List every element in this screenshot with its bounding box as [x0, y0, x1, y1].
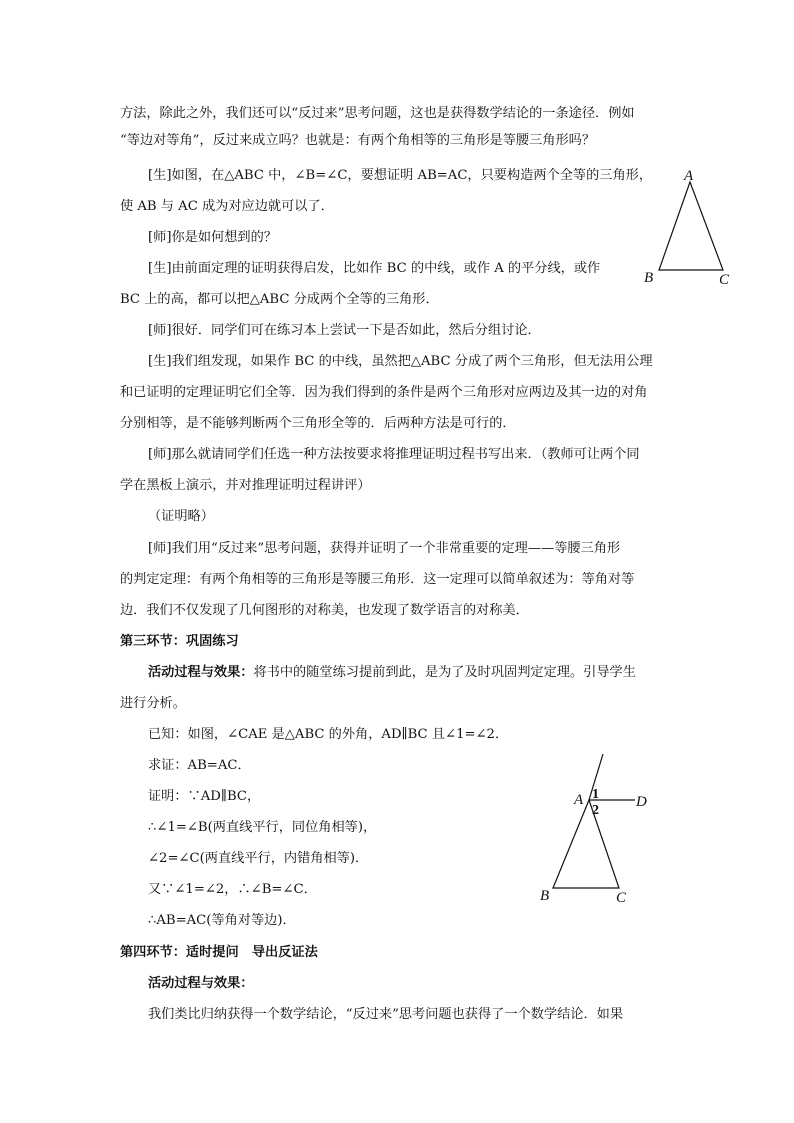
- vertex-label-a: A: [684, 168, 694, 184]
- vertex-label-c: C: [616, 890, 627, 906]
- text-line: 边．我们不仅发现了几何图形的对称美，也发现了数学语言的对称美．: [120, 603, 529, 618]
- text-line: [师]你是如何想到的？: [148, 230, 277, 245]
- text-line: 求证：AB=AC．: [148, 758, 251, 773]
- text-line: ∠2=∠C(两直线平行，内错角相等)．: [148, 851, 369, 866]
- text-line: 学在黑板上演示，并对推理证明过程讲评）: [120, 478, 371, 493]
- text-line: “等边对等角”，反过来成立吗？也就是：有两个角相等的三角形是等腰三角形吗？: [120, 133, 596, 148]
- text-line: BC 上的高，都可以把△ABC 分成两个全等的三角形．: [120, 292, 439, 307]
- label-bold: 活动过程与效果：: [148, 665, 254, 680]
- text-line: [148, 663, 636, 683]
- text-line: 使 AB 与 AC 成为对应边就可以了．: [120, 199, 334, 214]
- text-line: 分别相等，是不能够判断两个三角形全等的．后两种方法是可行的．: [120, 416, 516, 431]
- text-line: 的判定定理：有两个角相等的三角形是等腰三角形．这一定理可以简单叙述为：等角对等: [120, 572, 635, 587]
- text-line: 方法，除此之外，我们还可以“反过来”思考问题，这也是获得数学结论的一条途径．例如: [120, 106, 635, 121]
- text-line: ∴∠1=∠B(两直线平行，同位角相等)，: [148, 820, 377, 835]
- text-line: [师]很好．同学们可在练习本上尝试一下是否如此，然后分组讨论．: [148, 323, 541, 338]
- text-line: ∴AB=AC(等角对等边)．: [148, 913, 296, 928]
- text-line: [生]由前面定理的证明获得启发，比如作 BC 的中线，或作 A 的平分线，或作: [148, 261, 601, 276]
- section-heading: 第三环节：巩固练习: [120, 634, 239, 649]
- text-line: 又∵∠1=∠2，∴∠B=∠C．: [148, 882, 317, 897]
- vertex-label-c: C: [719, 272, 730, 288]
- text-line: [师]那么就请同学们任选一种方法按要求将推理证明过程书写出来．（教师可让两个同: [148, 447, 640, 462]
- text-line: 证明：∵AD∥BC，: [148, 789, 261, 804]
- triangle-abc: [553, 800, 619, 888]
- text-line: 和已证明的定理证明它们全等．因为我们得到的条件是两个三角形对应两边及其一边的对角: [120, 385, 648, 400]
- vertex-label-b: B: [540, 888, 550, 904]
- vertex-label-a: A: [574, 792, 584, 808]
- text-line: 进行分析。: [120, 696, 186, 711]
- text-inline: 将书中的随堂练习提前到此，是为了及时巩固判定定理。引导学生: [253, 665, 636, 680]
- text-line: [生]如图，在△ABC 中，∠B=∠C，要想证明 AB=AC，只要构造两个全等的三角形，: [148, 168, 653, 183]
- text-line: 我们类比归纳获得一个数学结论，“反过来”思考问题也获得了一个数学结论．如果: [148, 1007, 624, 1022]
- subheading: 活动过程与效果：: [148, 976, 254, 991]
- triangle-figure-2: [532, 752, 662, 912]
- vertex-label-b: B: [644, 270, 654, 286]
- triangle-figure-1: [636, 160, 746, 295]
- angle-label-1: 1: [592, 787, 599, 802]
- triangle-abc: [659, 182, 723, 270]
- angle-label-2: 2: [592, 803, 599, 818]
- text-line: 已知：如图，∠CAE 是△ABC 的外角，AD∥BC 且∠1=∠2．: [148, 727, 509, 742]
- text-line: [师]我们用“反过来”思考问题，获得并证明了一个非常重要的定理——等腰三角形: [148, 541, 621, 556]
- text-line: [生]我们组发现，如果作 BC 的中线，虽然把△ABC 分成了两个三角形，但无法用公理: [148, 354, 653, 369]
- text-line: （证明略）: [148, 509, 214, 524]
- point-label-d: D: [636, 794, 647, 810]
- section-heading: 第四环节：适时提问 导出反证法: [120, 945, 318, 960]
